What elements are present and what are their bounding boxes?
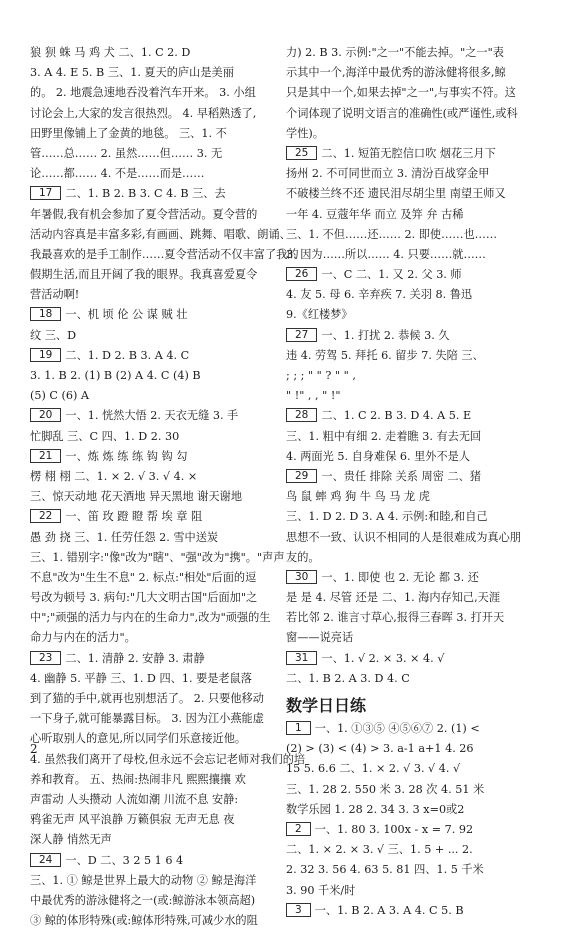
answer-text: 学性)。 [286, 126, 324, 140]
lesson-number-box: 1 [286, 721, 311, 735]
answer-text: 纹 三、D [30, 328, 77, 342]
lesson-number-box: 30 [286, 570, 317, 584]
answer-text: 扬州 2. 不可同世而立 3. 清汾百战穿金甲 [286, 167, 490, 181]
lesson-number-box: 25 [286, 146, 317, 160]
answer-text: 管……总…… 2. 虽然……但…… 3. 无 [30, 146, 223, 160]
answer-line [286, 366, 538, 386]
answer-text: (5) C (6) A [30, 389, 90, 403]
lesson-number-box: 29 [286, 469, 317, 483]
answer-text: 一、贵任 排除 关系 周密 二、猪 [321, 469, 482, 483]
answer-text: 二、1. 短笛无腔信口吹 烟花三月下 [321, 146, 496, 160]
answer-line [30, 669, 274, 689]
answer-line [286, 144, 538, 164]
answer-text: 鸟 鼠 蟀 鸡 狗 牛 鸟 马 龙 虎 [286, 490, 430, 504]
answer-text: ; ; ; " " ? " " , [286, 369, 356, 382]
answer-line [286, 326, 538, 346]
answer-line [286, 628, 538, 648]
answer-text: 一、1. 打扰 2. 恭候 3. 久 [321, 328, 450, 342]
answer-text: 论……都…… 4. 不是……而是…… [30, 167, 205, 181]
answer-line [30, 447, 274, 467]
answer-text: 一、C 二、1. 又 2. 父 3. 师 [321, 268, 462, 282]
answer-text: 讨论会上,大家的发言很热烈。 4. 早稻熟透了, [30, 106, 257, 120]
answer-line [286, 739, 538, 759]
answer-line [30, 124, 274, 144]
answer-text: 思想不一致、认识不相同的人是很难成为真心朋 [286, 530, 521, 544]
answer-text: 一、1. ①③⑤ ④⑤⑥⑦ 2. (1) < [314, 722, 480, 735]
answer-text: 三、惊天动地 花天酒地 异天黑地 谢天谢地 [30, 490, 243, 504]
answer-line [286, 225, 538, 245]
answer-text: 深人静 悄然无声 [30, 833, 112, 847]
answer-text: 心听取别人的意见,所以同学们乐意接近他。 [30, 732, 247, 746]
answer-line [286, 487, 538, 507]
answer-line [286, 588, 538, 608]
lesson-number-box: 27 [286, 328, 317, 342]
answer-line [30, 709, 274, 729]
answer-text: 一下身子,就可能暴露目标。 3. 因为江小燕能虚 [30, 712, 264, 726]
answer-text: 4. 友 5. 母 6. 辛弃疾 7. 关羽 8. 鲁迅 [286, 288, 473, 302]
answer-text: 示其中一个,海洋中最优秀的游泳健将很多,鲸 [286, 66, 506, 80]
answer-text: 二、1. C 2. B 3. D 4. A 5. E [321, 409, 472, 423]
answer-line [30, 649, 274, 669]
answer-text: 4. 虽然我们离开了母校,但永远不会忘记老师对我们的培 [30, 752, 306, 766]
answer-line [286, 759, 538, 779]
answer-line [286, 507, 538, 527]
answer-line [286, 265, 538, 285]
answer-text: (2) > (3) < (4) > 3. a-1 a+1 4. 26 [286, 742, 474, 756]
answer-line [30, 588, 274, 608]
answer-line [30, 770, 274, 790]
answer-text: 数学日日练 [286, 696, 367, 715]
lesson-number-box: 18 [30, 307, 61, 321]
lesson-number-box: 21 [30, 449, 61, 463]
answer-text: 三、1. 28 2. 550 米 3. 28 次 4. 51 米 [286, 782, 485, 796]
answer-text: 年暑假,我有机会参加了夏令营活动。夏令营的 [30, 207, 258, 221]
answer-line [30, 285, 274, 305]
answer-text: 9.《红楼梦》 [286, 308, 353, 322]
answer-line [30, 911, 274, 931]
answer-line [286, 800, 538, 820]
answer-text: 二、1. 清静 2. 安静 3. 肃静 [65, 651, 205, 665]
answer-line [30, 265, 274, 285]
answer-line [286, 820, 538, 840]
answer-line [30, 225, 291, 245]
answer-line [286, 285, 538, 305]
answer-text: 三、1. 错别字:"像"改为"瞎"、"强"改为"携"。"声声 [30, 550, 285, 564]
answer-text: 不破楼兰终不还 遗民泪尽胡尘里 南望王师又 [286, 187, 506, 201]
answer-text: 二、1. B 2. A 3. D 4. C [286, 671, 410, 685]
answer-line [286, 63, 538, 83]
answer-text: 2. 32 3. 56 4. 63 5. 81 四、1. 5 千米 [286, 863, 484, 877]
answer-text: 楞 栩 栩 二、1. × 2. √ 3. √ 4. × [30, 469, 198, 483]
right-column [286, 43, 538, 921]
answer-line [30, 689, 274, 709]
answer-line [286, 608, 538, 628]
answer-text: 3. 因为……所以…… 4. 只要……就…… [286, 247, 486, 261]
lesson-number-box: 24 [30, 853, 61, 867]
answer-line [286, 719, 538, 739]
answer-line [286, 447, 538, 467]
answer-line [30, 144, 274, 164]
lesson-number-box: 20 [30, 408, 61, 422]
answer-text: 的。 2. 地震急速地吞没着汽车开来。 3. 小组 [30, 86, 256, 100]
answer-text: 一、炼 炼 练 练 钩 钩 勾 [65, 449, 188, 463]
answer-text: 二、1. × 2. × 3. √ 三、1. 5 + ... 2. [286, 843, 473, 857]
answer-text: 我最喜欢的是手工制作……夏令营活动不仅丰富了我的 [30, 247, 299, 261]
answer-line [30, 810, 274, 830]
answer-text: 三、1. 粗中有细 2. 走着瞧 3. 有去无回 [286, 429, 482, 443]
answer-line [286, 245, 538, 265]
answer-text: " !" , , " !" [286, 389, 341, 403]
answer-line [30, 386, 274, 406]
answer-line [30, 406, 274, 426]
answer-text: 一、机 顷 伦 公 谋 贼 壮 [65, 308, 188, 322]
answer-line [30, 830, 274, 850]
answer-line [286, 305, 538, 325]
answer-line [286, 43, 538, 63]
answer-text: 假期生活,而且开阔了我的眼界。我真喜爱夏令 [30, 268, 258, 282]
answer-line [286, 528, 538, 548]
lesson-number-box: 26 [286, 267, 317, 281]
answer-text: 鸦雀无声 风平浪静 万籁俱寂 无声无息 夜 [30, 813, 235, 827]
answer-text: 到了猫的手中,就再也别想活了。 2. 只要他移动 [30, 692, 264, 705]
lesson-number-box: 17 [30, 186, 61, 200]
answer-line [286, 901, 538, 921]
answer-text: 田野里像铺上了金黄的地毯。 三、1. 不 [30, 126, 227, 140]
lesson-number-box: 28 [286, 408, 317, 422]
answer-line [30, 729, 274, 749]
answer-text: 一、1. 80 3. 100x - x = 7. 92 [314, 822, 474, 836]
answer-line [30, 184, 274, 204]
answer-text: 若比邻 2. 谁言寸草心,报得三春晖 3. 打开天 [286, 611, 505, 625]
lesson-number-box: 22 [30, 509, 61, 523]
answer-text: 友的。 [286, 550, 320, 564]
answer-text: 一、D 二、3 2 5 1 6 4 [65, 853, 184, 867]
answer-text: 号改为顿号 3. 病句:"几大文明古国"后面加"之 [30, 591, 258, 605]
answer-line [30, 507, 274, 527]
answer-line [30, 366, 274, 386]
answer-line [286, 164, 538, 184]
answer-text: 二、1. B 2. B 3. C 4. B 三、去 [65, 187, 226, 201]
answer-line [286, 346, 538, 366]
lesson-number-box: 31 [286, 651, 317, 665]
answer-line [30, 305, 274, 325]
lesson-number-box: 19 [30, 348, 61, 362]
answer-text: 个词体现了说明文语言的准确性(或严谨性,或科 [286, 106, 518, 120]
answer-text: 只是其中一个,如果去掉"之一",与事实不符。这 [286, 86, 516, 100]
answer-line [30, 487, 274, 507]
answer-text: 是 是 4. 尽管 还是 二、1. 海内存知己,天涯 [286, 591, 501, 605]
lesson-number-box: 3 [286, 903, 311, 917]
answer-line [30, 628, 274, 648]
answer-line [286, 467, 538, 487]
answer-text: 二、1. D 2. B 3. A 4. C [65, 348, 190, 362]
answer-text: 狼 狈 蛛 马 鸡 犬 二、1. C 2. D [30, 46, 191, 59]
answer-line [30, 427, 274, 447]
answer-line [286, 548, 538, 568]
answer-text: 一、1. √ 2. × 3. × 4. √ [321, 651, 445, 665]
answer-text: 违 4. 劳驾 5. 拜托 6. 留步 7. 失陪 三、 [286, 348, 484, 362]
answer-line [286, 427, 538, 447]
answer-line [286, 205, 538, 225]
answer-line [30, 891, 274, 911]
answer-text: 4. 两面光 5. 自身难保 6. 里外不是人 [286, 449, 471, 463]
answer-line [30, 871, 274, 891]
answer-line [286, 881, 538, 901]
answer-text: 活动内容真是丰富多彩,有画画、跳舞、唱歌、朗诵、 [30, 227, 291, 241]
answer-line [286, 124, 538, 144]
answer-line [286, 669, 538, 689]
answer-line [30, 750, 306, 770]
answer-text: 数学乐园 1. 28 2. 34 3. 3 x=0或2 [286, 802, 465, 816]
answer-line [30, 83, 274, 103]
answer-text: 命力与内在的活力"。 [30, 631, 136, 645]
answer-line [286, 184, 538, 204]
answer-text: 15 5. 6.6 二、1. × 2. √ 3. √ 4. √ [286, 762, 461, 776]
answer-line [286, 780, 538, 800]
answer-text: 营活动啊! [30, 288, 80, 302]
answer-text: 三、1. ① 鲸是世界上最大的动物 ② 鲸是海洋 [30, 873, 257, 887]
answer-line [30, 790, 274, 810]
answer-text: 忙脚乱 三、C 四、1. D 2. 30 [30, 429, 180, 443]
section-heading [286, 693, 538, 719]
answer-line [30, 346, 274, 366]
answer-line [286, 649, 538, 669]
answer-line [30, 245, 299, 265]
answer-text: 中";"顽强的活力与内在的生命力",改为"顽强的生 [30, 611, 271, 625]
answer-text: 3. 1. B 2. (1) B (2) A 4. C (4) B [30, 369, 201, 382]
answer-line [286, 860, 538, 880]
answer-line [30, 528, 274, 548]
page-number: 2 [30, 742, 38, 756]
answer-text: 一、1. B 2. A 3. A 4. C 5. B [314, 903, 464, 917]
answer-text: 力) 2. B 3. 示例:"之一"不能去掉。"之一"表 [286, 46, 504, 59]
answer-text: 4. 幽静 5. 平静 三、1. D 四、1. 要是老鼠落 [30, 671, 252, 685]
lesson-number-box: 2 [286, 822, 311, 836]
answer-line [30, 568, 274, 588]
answer-text: 一、笛 玫 蹬 瞪 帮 埃 章 阻 [65, 510, 203, 524]
answer-text: 中最优秀的游泳健将之一(或:鲸游泳本领高超) [30, 893, 256, 907]
answer-line [30, 104, 274, 124]
lesson-number-box: 23 [30, 651, 61, 665]
answer-text: 3. 90 千米/时 [286, 883, 356, 897]
answer-text: 3. A 4. E 5. B 三、1. 夏天的庐山是美丽 [30, 66, 234, 80]
answer-text: 窗——说亮话 [286, 631, 354, 645]
answer-text: 一、1. 即使 也 2. 无论 都 3. 还 [321, 570, 479, 584]
answer-line [30, 43, 274, 63]
answer-line [30, 164, 274, 184]
answer-line [30, 548, 285, 568]
answer-text: 愚 劲 挠 三、1. 任劳任怨 2. 雪中送炭 [30, 530, 219, 544]
answer-line [30, 608, 274, 628]
answer-line [286, 406, 538, 426]
answer-text: 声雷动 人头攒动 人流如潮 川流不息 安静: [30, 792, 239, 806]
answer-text: 养和教育。 五、热闹:热闹非凡 熙熙攘攘 欢 [30, 772, 246, 786]
answer-line [286, 83, 538, 103]
answer-line [286, 104, 538, 124]
answer-line [286, 386, 538, 406]
answer-text: 一年 4. 豆蔻年华 而立 及笄 弁 古稀 [286, 207, 464, 221]
answer-line [30, 851, 274, 871]
answer-line [30, 63, 274, 83]
answer-text: 不息"改为"生生不息" 2. 标点:"相处"后面的逗 [30, 570, 257, 584]
answer-line [286, 568, 538, 588]
answer-text: 三、1. D 2. D 3. A 4. 示例:和睦,和自己 [286, 510, 488, 524]
answer-line [30, 205, 274, 225]
answer-line [30, 467, 274, 487]
answer-line [286, 840, 538, 860]
answer-line [30, 326, 274, 346]
answer-text: 三、1. 不但……还…… 2. 即使……也…… [286, 227, 498, 241]
answer-text: ③ 鲸的体形特殊(或:鲸体形特殊,可减少水的阻 [30, 914, 258, 928]
answer-text: 一、1. 恍然大悟 2. 天衣无缝 3. 手 [65, 409, 239, 423]
